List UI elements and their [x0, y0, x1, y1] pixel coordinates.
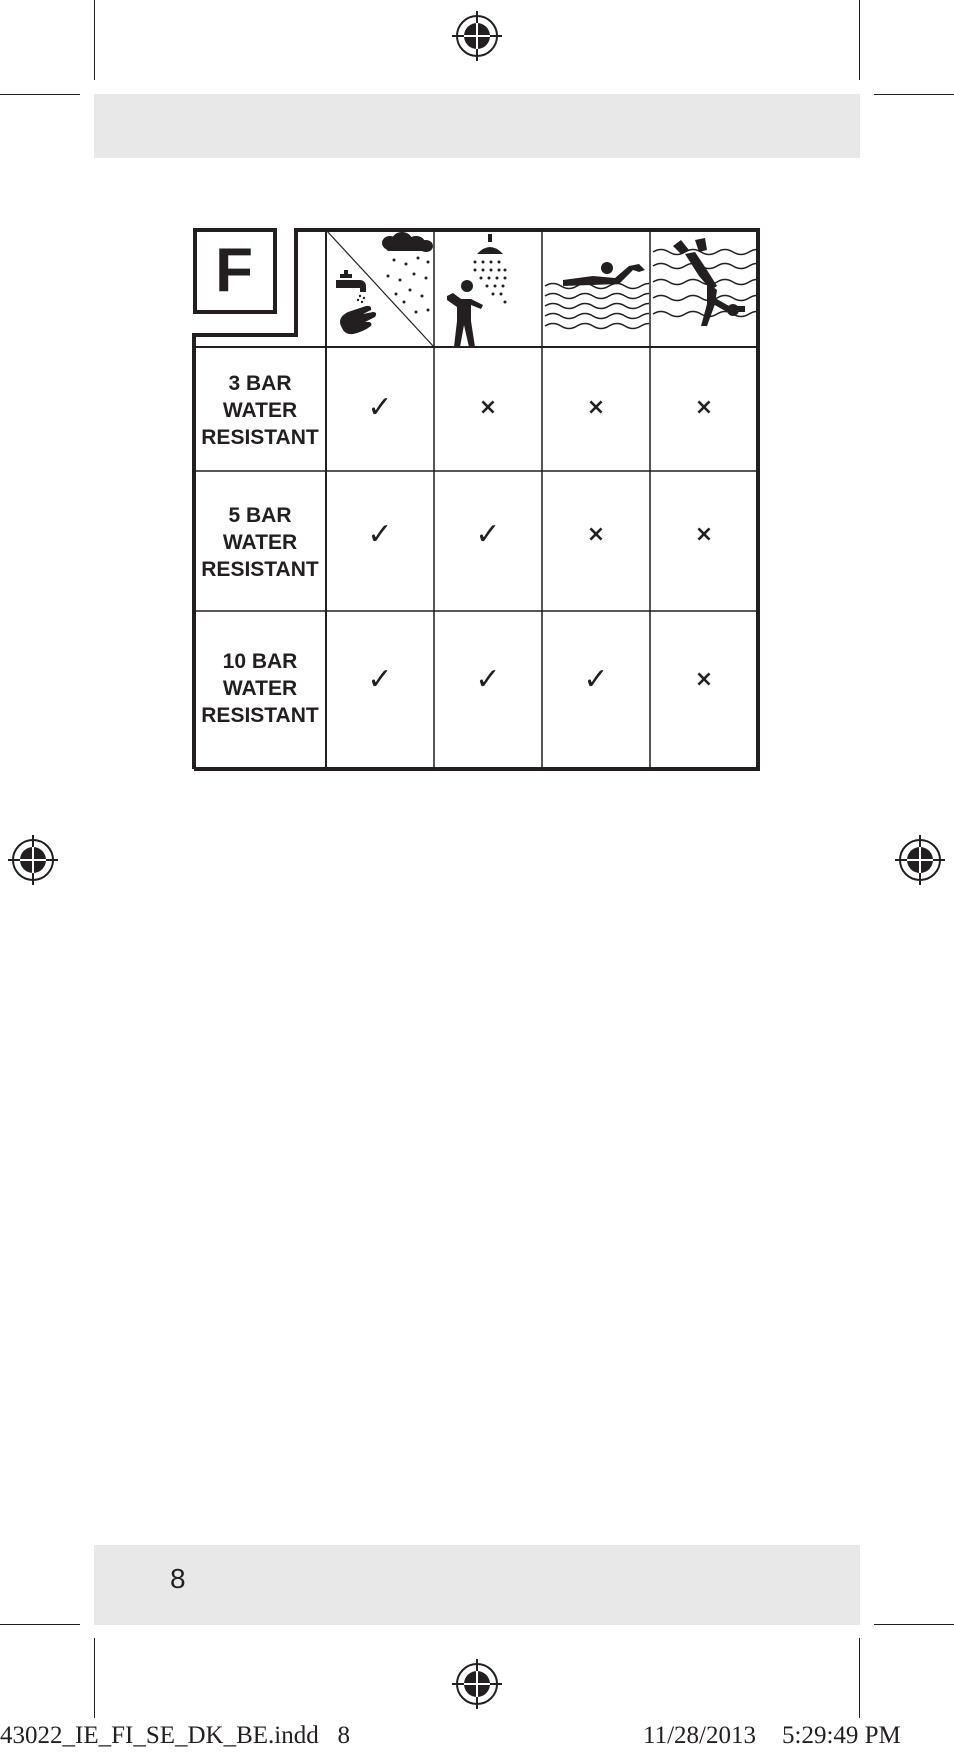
row-label-line: WATER: [222, 676, 298, 700]
row-label-line: RESISTANT: [201, 703, 319, 727]
slug-date: 11/28/2013: [643, 1722, 756, 1749]
row-label-line: RESISTANT: [201, 425, 319, 449]
shower-icon: [435, 232, 541, 346]
row-label-line: WATER: [222, 398, 298, 422]
row-label-10-bar: [196, 613, 324, 763]
row-label-3-bar: [196, 349, 324, 471]
cell-mark: ×: [694, 522, 714, 547]
registration-mark-top-icon: [450, 9, 504, 63]
cell-mark: ✓: [367, 390, 393, 425]
crop-mark-bottom-right-horizontal: [874, 1624, 954, 1625]
row-label-line: 10 BAR: [222, 649, 298, 673]
registration-mark-right-icon: [893, 833, 947, 887]
slug-file-name: 43022_IE_FI_SE_DK_BE.indd 8: [0, 1722, 350, 1749]
header-band: [94, 94, 860, 158]
cell-mark: ×: [586, 395, 606, 420]
row-label-line: 5 BAR: [228, 503, 292, 527]
row-label-line: 3 BAR: [228, 371, 292, 395]
crop-mark-top-left-horizontal: [0, 94, 80, 95]
crop-mark-bottom-right-vertical: [859, 1638, 860, 1718]
page-number: 8: [170, 1563, 186, 1594]
crop-mark-top-right-horizontal: [874, 94, 954, 95]
tap-and-rain-icon: [328, 232, 434, 346]
row-label-line: RESISTANT: [201, 557, 319, 581]
cell-mark: ×: [478, 395, 498, 420]
swimming-icon: [543, 232, 649, 346]
diving-icon: [651, 232, 757, 346]
cell-mark: ✓: [367, 662, 393, 697]
category-letter: F: [215, 235, 253, 305]
cell-mark: ×: [694, 395, 714, 420]
cell-mark: ✓: [475, 517, 501, 552]
crop-mark-top-left-vertical: [94, 0, 95, 80]
cell-mark: ✓: [367, 517, 393, 552]
cell-mark: ×: [694, 667, 714, 692]
crop-mark-top-right-vertical: [859, 0, 860, 80]
water-resistance-table: [192, 227, 760, 771]
row-label-line: WATER: [222, 530, 298, 554]
crop-mark-bottom-left-horizontal: [0, 1624, 80, 1625]
row-label-5-bar: [196, 473, 324, 611]
cell-mark: ✓: [583, 662, 609, 697]
registration-mark-bottom-icon: [450, 1657, 504, 1711]
crop-mark-bottom-left-vertical: [94, 1638, 95, 1718]
cell-mark: ✓: [475, 662, 501, 697]
footer-band: [94, 1545, 860, 1625]
cell-mark: ×: [586, 522, 606, 547]
registration-mark-left-icon: [6, 833, 60, 887]
slug-time: 5:29:49 PM: [782, 1722, 901, 1749]
